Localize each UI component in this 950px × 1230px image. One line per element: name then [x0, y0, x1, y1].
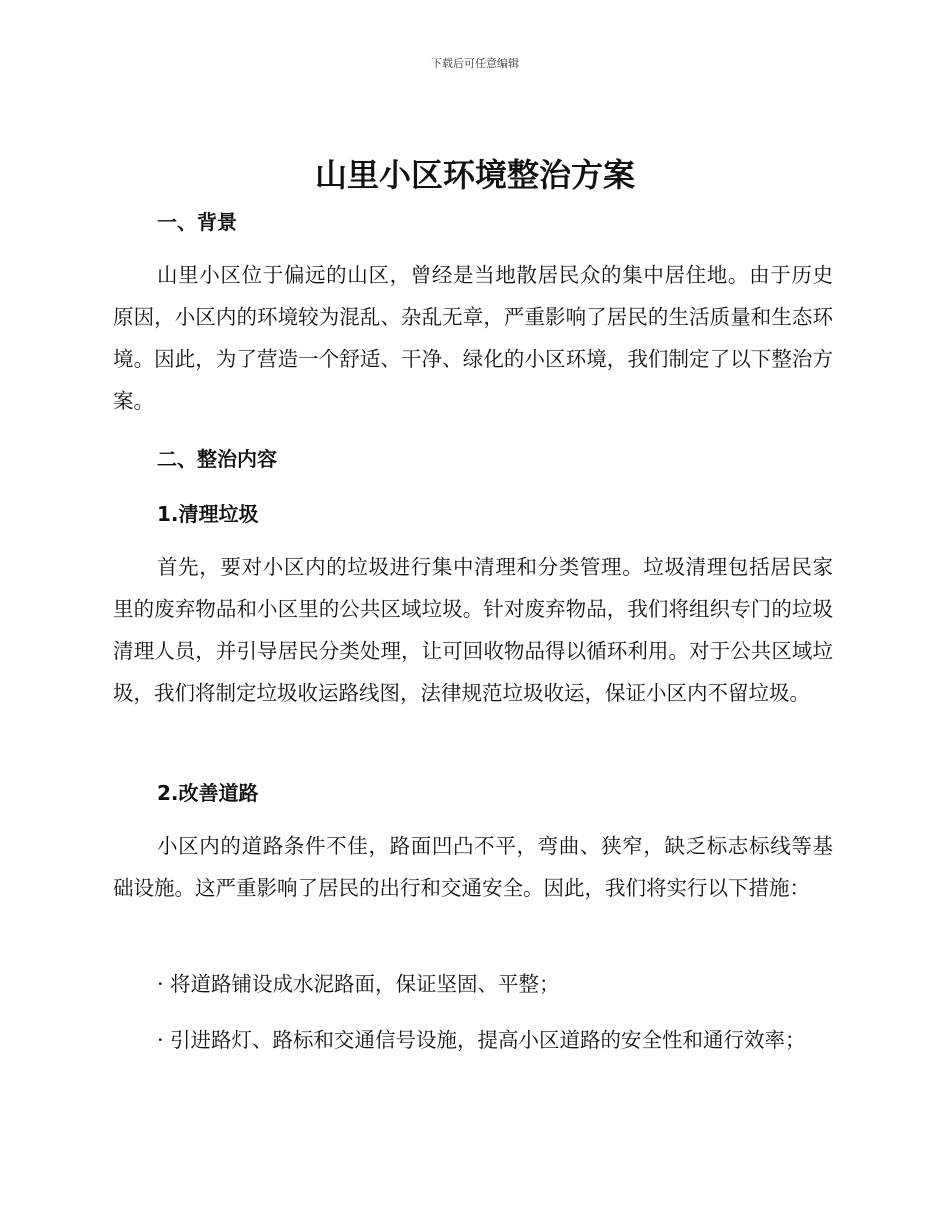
subheading-improve-roads: 2.改善道路 — [157, 781, 259, 805]
bullet-item: · 将道路铺设成水泥路面，保证坚固、平整； — [157, 972, 560, 996]
section-heading-content: 二、整治内容 — [157, 447, 277, 471]
subheading-clean-garbage: 1.清理垃圾 — [157, 502, 259, 526]
header-note: 下载后可任意编辑 — [431, 57, 519, 70]
section-heading-background: 一、背景 — [157, 210, 237, 234]
clean-garbage-paragraph: 首先，要对小区内的垃圾进行集中清理和分类管理。垃圾清理包括居民家里的废弃物品和小区里的公共区域垃圾。针对废弃物品，我们将组织专门的垃圾清理人员，并引导居民分类处理，让可回收物品得以循环利用。对于公共区域垃圾，我们将制定垃圾收运路线图，法律规范垃圾收运，保证小区内不留垃圾。 — [113, 555, 833, 705]
bullet-item: · 引进路灯、路标和交通信号设施，提高小区道路的安全性和通行效率； — [157, 1028, 806, 1052]
document-title: 山里小区环境整治方案 — [314, 156, 635, 194]
background-paragraph: 山里小区位于偏远的山区，曾经是当地散居民众的集中居住地。由于历史原因，小区内的环境较为混乱、杂乱无章，严重影响了居民的生活质量和生态环境。因此，为了营造一个舒适、干净、绿化的小区环境，我们制定了以下整治方案。 — [113, 263, 833, 413]
improve-roads-paragraph: 小区内的道路条件不佳，路面凹凸不平，弯曲、狭窄，缺乏标志标线等基础设施。这严重影响了居民的出行和交通安全。因此，我们将实行以下措施： — [113, 834, 833, 900]
